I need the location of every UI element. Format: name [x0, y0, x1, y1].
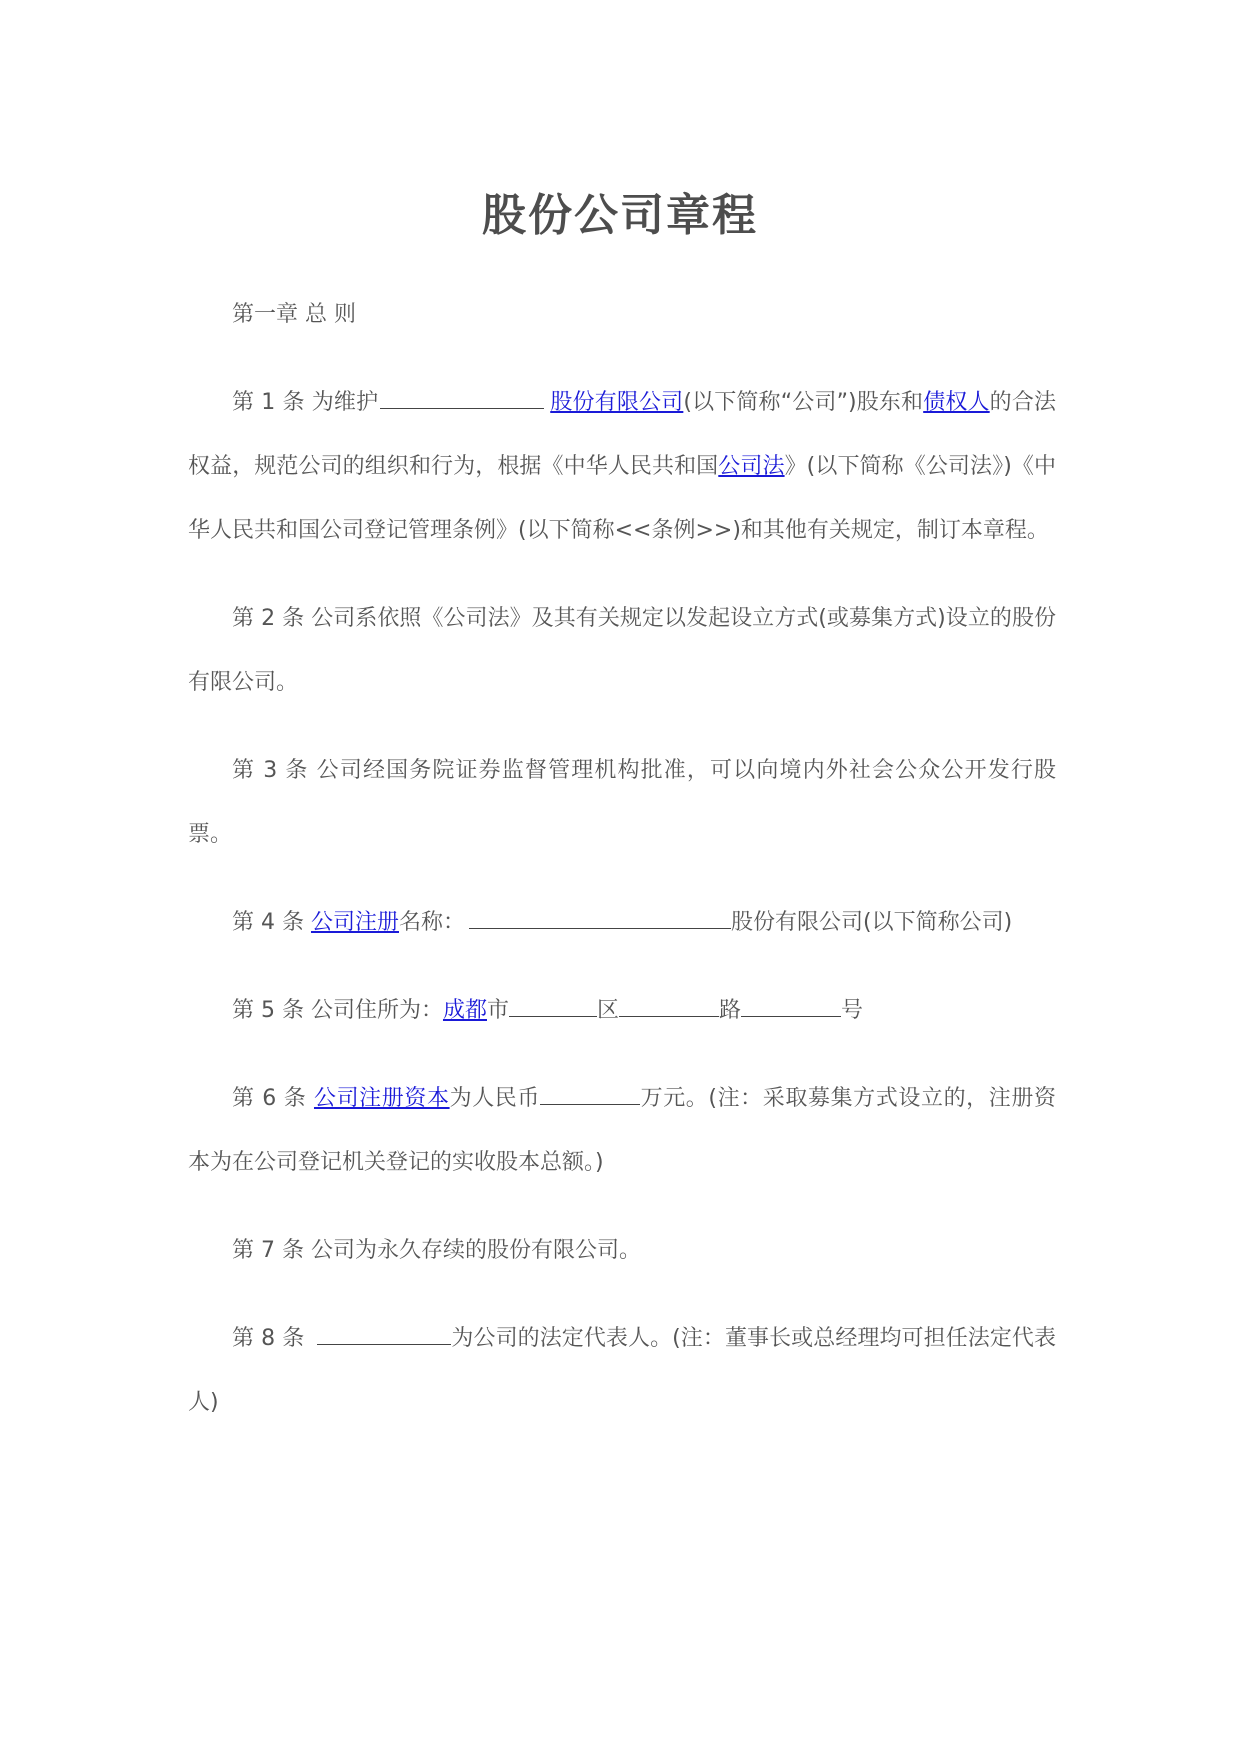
- blank-number: [741, 994, 841, 1017]
- blank-district: [509, 994, 597, 1017]
- article-5-prefix: 第 5 条 公司住所为：: [232, 998, 443, 1023]
- article-4-prefix: 第 4 条: [232, 910, 311, 935]
- article-1-text-2: 的合法权益，规范公司的组织和行为，根据《中华人民共和国: [188, 390, 1056, 479]
- link-company-law[interactable]: 公司法: [718, 454, 785, 479]
- article-6: [188, 1067, 1056, 1195]
- article-8-prefix: 第 8 条: [232, 1326, 312, 1351]
- article-6-text-1: 为人民币: [449, 1086, 540, 1111]
- chapter-heading: 第一章 总 则: [232, 302, 356, 327]
- document-title: 股份公司章程: [482, 190, 758, 241]
- article-4-text-2: 股份有限公司(以下简称公司): [731, 910, 1013, 935]
- article-1: [188, 371, 1056, 563]
- link-registered-capital[interactable]: 公司注册资本: [313, 1086, 450, 1111]
- article-2: 第 2 条 公司系依照《公司法》及其有关规定以发起设立方式(或募集方式)设立的股份有限公司。: [188, 606, 1056, 695]
- article-5: [188, 979, 1056, 1043]
- blank-registered-name: [469, 906, 731, 929]
- article-8-text: 为公司的法定代表人。(注：董事长或总经理均可担任法定代表人): [188, 1326, 1056, 1415]
- article-1-text-3: 》(以下简称《公司法》)《中华人民共和国公司登记管理条例》(以下简称<<条例>>)和其他有关规定，制订本章程。: [188, 454, 1056, 543]
- link-company-registration[interactable]: 公司注册: [310, 910, 399, 935]
- article-7: 第 7 条 公司为永久存续的股份有限公司。: [232, 1238, 641, 1263]
- article-1-prefix: 第 1 条 为维护: [232, 390, 379, 415]
- article-5-district: 区: [597, 998, 620, 1023]
- blank-road: [619, 994, 719, 1017]
- article-6-prefix: 第 6 条: [232, 1086, 314, 1111]
- article-5-road: 路: [719, 998, 742, 1023]
- article-5-number: 号: [841, 998, 864, 1023]
- article-8: [188, 1307, 1056, 1435]
- article-3: 第 3 条 公司经国务院证券监督管理机构批准，可以向境内外社会公众公开发行股票。: [188, 758, 1056, 847]
- link-chengdu[interactable]: 成都: [442, 998, 487, 1023]
- article-5-city: 市: [487, 998, 510, 1023]
- blank-company-name: [380, 386, 544, 409]
- link-creditor[interactable]: 债权人: [923, 390, 990, 415]
- article-4-text-1: 名称：: [399, 910, 466, 935]
- blank-capital-amount: [540, 1082, 640, 1105]
- article-6-text-2: 万元。(注：采取募集方式设立的，注册资本为在公司登记机关登记的实收股本总额。): [188, 1086, 1056, 1175]
- blank-legal-representative: [317, 1322, 451, 1345]
- article-1-text-1: (以下简称“公司”)股东和: [683, 390, 924, 415]
- article-4: [188, 891, 1056, 955]
- document-body: [188, 283, 1056, 1459]
- link-joint-stock-company[interactable]: 股份有限公司: [550, 390, 684, 415]
